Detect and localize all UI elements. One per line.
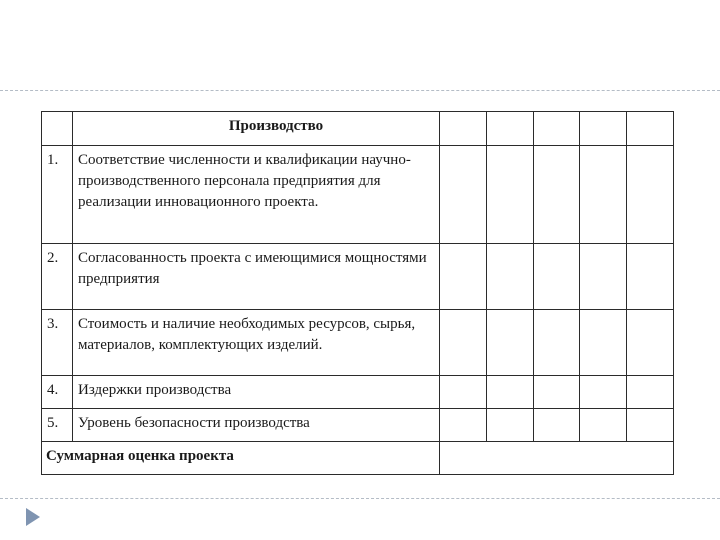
score-cell	[627, 112, 674, 146]
top-divider	[0, 90, 720, 91]
header-num-cell	[42, 112, 73, 146]
score-cell	[580, 146, 627, 244]
score-cell	[534, 376, 580, 409]
score-cell	[440, 409, 487, 442]
score-cell	[580, 112, 627, 146]
score-cell	[487, 376, 534, 409]
score-cell	[580, 244, 627, 310]
row-number: 5.	[42, 409, 73, 442]
score-cell	[627, 376, 674, 409]
table-row	[42, 244, 674, 310]
summary-label: Суммарная оценка проекта	[42, 442, 440, 475]
row-number: 4.	[42, 376, 73, 409]
score-cell	[580, 376, 627, 409]
row-number: 3.	[42, 310, 73, 376]
score-cell	[627, 146, 674, 244]
row-criterion: Стоимость и наличие необходимых ресурсов, сырья, материалов, комплектующих изделий.	[73, 310, 440, 376]
row-criterion: Издержки производства	[73, 376, 440, 409]
score-cell	[534, 112, 580, 146]
evaluation-table	[41, 111, 674, 475]
score-cell	[487, 409, 534, 442]
table-row	[42, 310, 674, 376]
score-cell	[487, 244, 534, 310]
row-number: 2.	[42, 244, 73, 310]
table-row	[42, 409, 674, 442]
triangle-arrow-icon	[26, 508, 40, 526]
table-header-row	[42, 112, 674, 146]
row-criterion: Соответствие численности и квалификации научно-производственного персонала предприятия для реализации инновационного проекта.	[73, 146, 440, 244]
score-cell	[440, 376, 487, 409]
score-cell	[627, 310, 674, 376]
score-cell	[440, 310, 487, 376]
score-cell	[487, 146, 534, 244]
score-cell	[580, 310, 627, 376]
score-cell	[534, 310, 580, 376]
bottom-divider	[0, 498, 720, 499]
score-cell	[580, 409, 627, 442]
header-title: Производство	[73, 112, 440, 146]
score-cell	[440, 112, 487, 146]
row-criterion: Уровень безопасности производства	[73, 409, 440, 442]
score-cell	[440, 244, 487, 310]
summary-row	[42, 442, 674, 475]
row-criterion: Согласованность проекта с имеющимися мощностями предприятия	[73, 244, 440, 310]
table-row	[42, 376, 674, 409]
row-number: 1.	[42, 146, 73, 244]
score-cell	[534, 146, 580, 244]
summary-score-cell	[440, 442, 674, 475]
score-cell	[440, 146, 487, 244]
table-row	[42, 146, 674, 244]
score-cell	[487, 310, 534, 376]
score-cell	[534, 244, 580, 310]
score-cell	[627, 409, 674, 442]
score-cell	[627, 244, 674, 310]
score-cell	[534, 409, 580, 442]
score-cell	[487, 112, 534, 146]
